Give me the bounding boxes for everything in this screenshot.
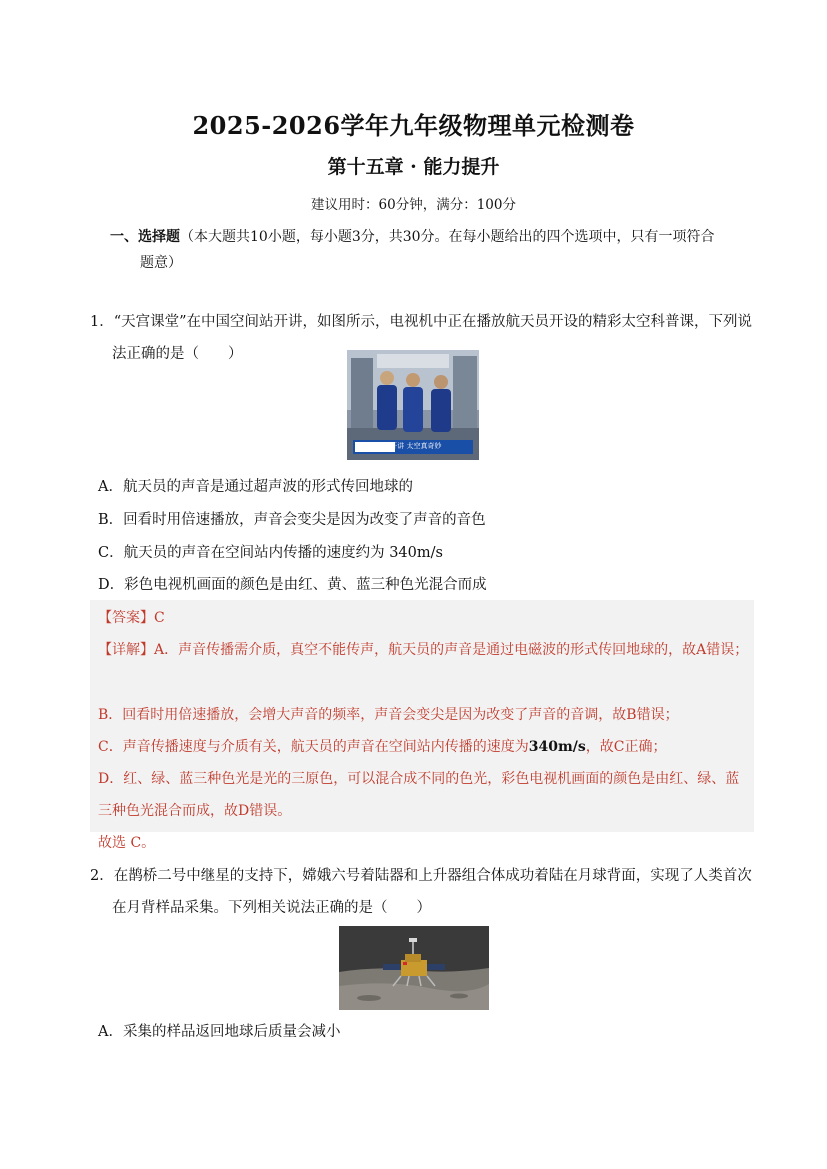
answer-line bbox=[98, 608, 165, 628]
answer-label: 【答案】 bbox=[98, 610, 154, 626]
answer-value: C bbox=[154, 610, 165, 626]
question-stem-cont: 在月背样品采集。下列相关说法正确的是（ ） bbox=[112, 900, 431, 916]
conclusion: 故选 C。 bbox=[98, 835, 156, 851]
section-description-cont: 题意） bbox=[140, 255, 182, 271]
detail-b: B．回看时用倍速播放，会增大声音的频率，声音会变尖是因为改变了声音的音调，故B错误； bbox=[98, 707, 679, 723]
question-number: 2． bbox=[90, 868, 114, 884]
question-number: 1． bbox=[90, 314, 114, 330]
detail-label: 【详解】 bbox=[98, 642, 154, 658]
detail-c-tail: ，故C正确； bbox=[585, 739, 667, 755]
question-stem: 在鹊桥二号中继星的支持下，嫦娥六号着陆器和上升器组合体成功着陆在月球背面，实现了人类首次 bbox=[113, 868, 752, 884]
option-d: D．彩色电视机画面的颜色是由红、黄、蓝三种色光混合而成 bbox=[98, 577, 487, 593]
chapter-subtitle: 第十五章 · 能力提升 bbox=[327, 156, 500, 178]
q2-option-a: A．采集的样品返回地球后质量会减小 bbox=[98, 1024, 341, 1040]
section-title: 一、选择题 bbox=[110, 229, 180, 245]
timing-info: 建议用时：60分钟，满分：100分 bbox=[311, 197, 516, 213]
photo-caption: “天宫课堂”开讲 太空真奇妙 bbox=[355, 442, 442, 450]
detail-c-value: 340m/s bbox=[528, 739, 586, 755]
section-heading bbox=[110, 224, 760, 276]
option-b: B．回看时用倍速播放，声音会变尖是因为改变了声音的音色 bbox=[98, 512, 486, 528]
space-station-photo bbox=[347, 350, 479, 460]
question-stem: “天宫课堂”在中国空间站开讲，如图所示，电视机中正在播放航天员开设的精彩太空科普课，下列说 bbox=[113, 314, 753, 330]
detail-c-text: C．声音传播速度与介质有关，航天员的声音在空间站内传播的速度为 bbox=[98, 739, 529, 755]
option-a: A．航天员的声音是通过超声波的形式传回地球的 bbox=[98, 479, 413, 495]
detail-a bbox=[98, 634, 753, 666]
detail-a-text: A．声音传播需介质，真空不能传声，航天员的声音是通过电磁波的形式传回地球的，故A错误； bbox=[154, 642, 749, 658]
option-c: C．航天员的声音在空间站内传播的速度约为 340m/s bbox=[98, 545, 443, 561]
question-2 bbox=[90, 860, 762, 924]
lunar-lander-photo bbox=[339, 926, 489, 1010]
detail-c bbox=[98, 737, 666, 757]
question-stem-cont: 法正确的是（ ） bbox=[112, 346, 243, 362]
section-description: （本大题共10小题，每小题3分，共30分。在每小题给出的四个选项中，只有一项符合 bbox=[180, 229, 715, 245]
detail-d: D．红、绿、蓝三种色光是光的三原色，可以混合成不同的色光，彩色电视机画面的颜色是由红、绿、蓝三种色光混合而成，故D错误。 bbox=[98, 771, 740, 819]
page-title: 2025-2026学年九年级物理单元检测卷 bbox=[192, 111, 635, 140]
